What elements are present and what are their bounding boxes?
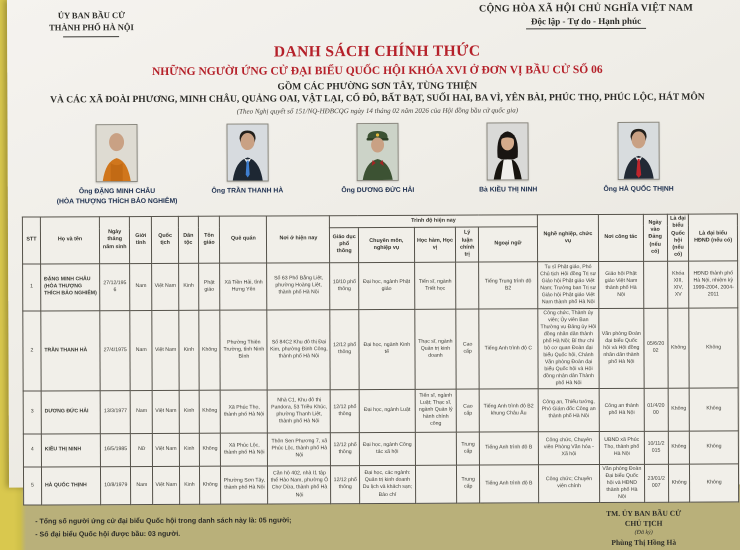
candidate-caption: Ông DƯƠNG ĐỨC HẢI [341,186,415,194]
column-header: Là đại biểu Quốc hội (nếu có) [667,214,689,261]
table-row [23,431,738,467]
table-cell: Văn phòng Đoàn đại biểu Quốc hội và Hội đồng nhân dân thành phố Hà Nội [599,308,644,388]
candidate-4 [443,122,574,206]
table-cell: Tiếng Trung trình độ B2 [479,262,538,309]
table-cell [643,261,668,308]
table-cell: Việt Nam [152,310,179,390]
column-header: Dân tộc [178,216,198,263]
table-cell: 23/01/2007 [644,464,668,502]
table-cell: Việt Nam [152,263,179,310]
column-header: Ngày vào Đảng (nếu có) [643,214,668,261]
table-cell: 2 [23,311,41,391]
column-header: Học hàm, Học vị [414,227,456,262]
candidate-5 [573,121,704,205]
candidate-caption: Ông TRẦN THANH HÀ [211,187,284,195]
table-cell: Không [689,308,738,388]
column-header: Chuyên môn, nghiệp vụ [358,227,414,262]
authority-line2: THÀNH PHỐ HÀ NỘI [49,22,134,33]
table-cell: Việt Nam [153,390,180,433]
document-paper [7,0,740,548]
table-cell: 01/4/2000 [644,388,668,431]
table-cell: Cao cấp [456,389,479,432]
table-cell: Đại học, ngành Luật [359,389,415,432]
table-cell: Không [199,310,221,390]
table-cell: 12/12 phổ thông [331,390,360,433]
table-cell: Tiếng Anh trình độ B2 khung Châu Âu [479,389,538,432]
table-cell: 16/5/1985 [101,434,131,467]
document-footer [35,509,721,550]
candidate-name-cell: HÀ QUỐC THỊNH [41,467,101,505]
table-cell: Kinh [178,263,198,310]
table-cell: Không [199,466,221,504]
table-cell: Không [668,308,690,388]
table-cell: Thạc sĩ, ngành Quản trị kinh doanh [415,309,457,389]
table-cell: 27/12/1956 [100,263,130,310]
table-cell: Không [668,431,690,464]
table-cell: Công an thành phố Hà Nội [599,388,644,431]
document-subtitle: NHỮNG NGƯỜI ỨNG CỬ ĐẠI BIỂU QUỐC HỘI KHÓA XVI Ở ĐƠN VỊ BẦU CỬ SỐ 06 [151,63,603,78]
table-cell: 12/12 phổ thông [331,433,360,466]
candidates-row [51,121,703,207]
table-row [23,308,738,391]
national-motto: Độc lập - Tự do - Hạnh phúc [531,15,642,27]
table-cell: Căn hộ 402, nhà I1 tập thể Hào Nam, phường Ô Chợ Dừa, thành phố Hà Nội [268,466,331,504]
table-cell [415,465,457,503]
table-cell: Tiến sĩ, ngành Triết học [414,262,456,309]
table-cell: Đại học, ngành Công tác xã hội [359,432,415,465]
table-cell: Kinh [179,433,199,466]
candidate-3 [312,122,443,206]
table-cell: UBND xã Phúc Thọ, thành phố Hà Nội [600,431,644,464]
candidate-1 [51,123,182,207]
table-cell: Công chức, Thành ủy viên; Ủy viên Ban Thường vụ Đảng ủy Hội đồng nhân dân thành phố Hà Nội; Bí thư chi bộ cơ quan Đoàn đại biểu Quốc hội, Chánh Văn phòng Đoàn đại biểu Quốc hội và Hội đồng nhân dân Thành phố Hà Nội [538,308,600,388]
table-head [22,214,737,264]
summary-notes [35,514,291,549]
column-header: Nơi ở hiện nay [267,216,330,263]
candidate-name-cell: DƯƠNG ĐỨC HẢI [41,391,101,434]
table-cell: Phật giáo [198,263,220,310]
column-header: Ngoại ngữ [479,227,538,262]
table-cell: Không [199,433,221,466]
column-header: Nghề nghiệp, chức vụ [537,215,599,262]
seats-note: - Số đại biểu Quốc hội được bầu: 03 người. [35,531,181,539]
table-cell: Xã Tiền Hải, tỉnh Hưng Yên [220,263,267,310]
table-cell: Tiếng Anh trình độ B [479,432,538,465]
column-header: Quốc tịch [152,216,179,263]
sign-name: Phùng Thị Hồng Hà [611,537,677,548]
table-cell: Việt Nam [153,466,180,504]
candidate-name-cell: ĐẶNG MINH CHÂU (HÒA THƯỢNG THÍCH BẢO NGHIÊM) [40,263,100,310]
candidate-photo [487,122,529,180]
table-cell: Nam [130,263,152,310]
column-header: Họ và tên [40,217,100,264]
candidate-caption: Bà KIỀU THỊ NINH [479,185,538,194]
candidate-name-cell: KIỀU THỊ NINH [41,434,100,467]
table-cell: Trung cấp [457,432,480,465]
table-cell: 3 [23,391,41,434]
column-header: Quê quán [220,216,267,263]
table-cell: 4 [23,434,41,467]
issuing-authority [49,9,134,37]
candidate-name-cell: TRẦN THANH HÀ [41,310,101,390]
national-motto-block [479,3,693,36]
signature-block [606,509,681,547]
national-title: CỘNG HÒA XÃ HỘI CHỦ NGHĨA VIỆT NAM [478,2,694,15]
table-cell: Không [690,431,739,464]
table-cell: Phường Thiên Trường, tỉnh Ninh Bình [220,310,268,390]
table-cell: 10/8/1979 [101,467,131,505]
scope-line1: GỒM CÁC PHƯỜNG SƠN TÂY, TÙNG THIỆN [277,81,478,93]
table-cell: Nam [130,310,153,390]
column-header: STT [22,217,40,264]
column-header: Trình độ hiện nay [330,215,537,228]
table-cell: 12/12 phổ thông [330,309,359,389]
candidate-2 [182,123,313,207]
document-title: DANH SÁCH CHÍNH THỨC [273,42,481,61]
table-cell: Cao cấp [456,309,479,389]
table-cell: Văn phòng Đoàn Đại biểu Quốc hội và HĐND thành phố Hà Nội [600,464,644,502]
column-header: Giới tính [130,216,152,263]
table-cell: 10/10 phổ thông [330,262,359,309]
table-cell: HĐND thành phố Hà Nội, nhiệm kỳ 1999-2004, 2004-2011 [689,261,738,308]
table-cell: Nam [130,390,152,433]
table-cell: Không [199,390,221,433]
table-cell: Đại học, ngành Kinh tế [359,309,415,389]
table-cell: Kinh [179,310,199,390]
table-cell: Thôn Sen Phương 7, xã Phúc Lộc, thành phố Hà Nội [268,433,331,466]
table-cell: Công chức; Chuyên viên chính [538,464,600,502]
sign-title: CHỦ TỊCH [624,518,663,528]
table-cell: 5 [23,467,41,505]
authority-underline [63,36,119,37]
candidate-photo [226,123,268,181]
candidate-caption: Ông HÀ QUỐC THỊNH [603,185,674,193]
table-cell: Không [689,388,738,431]
table-cell [456,262,479,309]
table-cell: 10/11/2015 [644,431,668,464]
legal-note: (Theo Nghị quyết số 151/NQ-HĐBCQG ngày 14 tháng 02 năm 2026 của Hội đồng bầu cử quốc gia) [236,106,519,116]
table-cell: Không [668,464,690,502]
table-cell: Việt Nam [153,433,180,466]
candidate-caption: Ông ĐẶNG MINH CHÂU (HÒA THƯỢNG THÍCH BẢO NGHIÊM) [56,187,178,206]
table-cell: Trung cấp [457,465,480,503]
document-header [21,2,733,37]
table-cell: Xã Phúc Lộc, thành phố Hà Nội [221,433,268,466]
sign-signed-note: (Đã ký) [634,529,653,536]
total-candidates-note: - Tổng số người ứng cử đại biểu Quốc hội trong danh sách này là: 05 người; [35,517,292,526]
table-cell: Khóa XIII, XIV, XV [667,261,689,308]
table-cell: 13/3/1977 [100,391,130,434]
table-cell: Kinh [179,390,199,433]
candidates-table [22,213,739,505]
column-header: Giáo dục phổ thông [330,227,359,262]
column-header: Nơi công tác [599,214,644,261]
table-cell: Nhà C1, Khu đô thị Pandora, 53 Triều Khúc, phường Thanh Liệt, thành phố Hà Nội [268,390,331,433]
table-cell: Số 84C2 Khu đô thị Đại Kim, phường Định Công, thành phố Hà Nội [267,309,330,389]
table-row [23,388,738,434]
table-cell: Tiếng Anh trình độ C [479,309,538,389]
table-cell: Đại học, ngành Phật giáo [359,262,415,309]
motto-underline [526,28,646,30]
column-header: Ngày tháng năm sinh [100,217,130,264]
table-cell: 27/4/1975 [100,310,130,390]
table-body [23,261,739,505]
table-cell: 12/12 phổ thông [331,466,360,504]
table-cell: Công chức, Chuyên viên Phòng Văn hóa - Xã hội [538,431,600,464]
table-cell: Nữ [131,433,153,466]
table-cell: 05/6/2002 [643,308,668,388]
table-cell: 1 [23,264,41,311]
scope-line2: VÀ CÁC XÃ ĐOÀI PHƯƠNG, MINH CHÂU, QUẢNG OAI, VẬT LẠI, CỔ ĐÔ, BẤT BẠT, SUỐI HAI, BA VÌ, YÊN BÀI, PHÚC THỌ, PHÚC LỘC, HÁT MÔN [50,92,705,106]
table-cell: Kinh [179,466,199,504]
table-cell: Xã Phúc Thọ, thành phố Hà Nội [220,390,267,433]
table-cell: Số 63 Phố Bằng Liệt, phường Hoàng Liệt, thành phố Hà Nội [267,262,330,309]
table-cell: Tiếng Anh trình độ B [480,465,539,503]
table-cell: Không [690,464,739,502]
table-cell: Không [668,388,690,431]
candidate-photo [617,121,659,179]
table-cell [415,432,457,465]
column-header: Lý luận chính trị [456,227,479,262]
column-header: Là đại biểu HĐND (nếu có) [689,214,738,261]
candidate-photo [356,123,398,181]
table-cell: Tu sĩ Phật giáo, Phó Chủ tịch Hội đồng Trị sự Giáo hội Phật giáo Việt Nam; Trưởng ban Trị sự Giáo hội Phật giáo Việt Nam thành phố Hà Nội [537,261,599,308]
column-header: Tôn giáo [198,216,220,263]
table-row [23,261,738,311]
candidate-photo [96,124,138,182]
authority-line1: ỦY BAN BẦU CỬ [57,10,125,21]
table-row [23,464,738,505]
sign-on-behalf: TM. ỦY BAN BẦU CỬ [606,508,682,519]
table-cell: Tiến sĩ, ngành Luật; Thạc sĩ, ngành Quản lý hành chính công [415,389,457,432]
table-cell: Nam [131,466,153,504]
table-cell: Giáo hội Phật giáo Việt Nam thành phố Hà Nội [599,261,644,308]
table-cell: Đại học, các ngành: Quản trị kinh doanh Du lịch và khách sạn; Báo chí [359,465,415,503]
table-cell: Công an, Thiếu tướng, Phó Giám đốc Công an thành phố Hà Nội [538,388,600,431]
table-cell: Phường Sơn Tây, thành phố Hà Nội [221,466,268,504]
